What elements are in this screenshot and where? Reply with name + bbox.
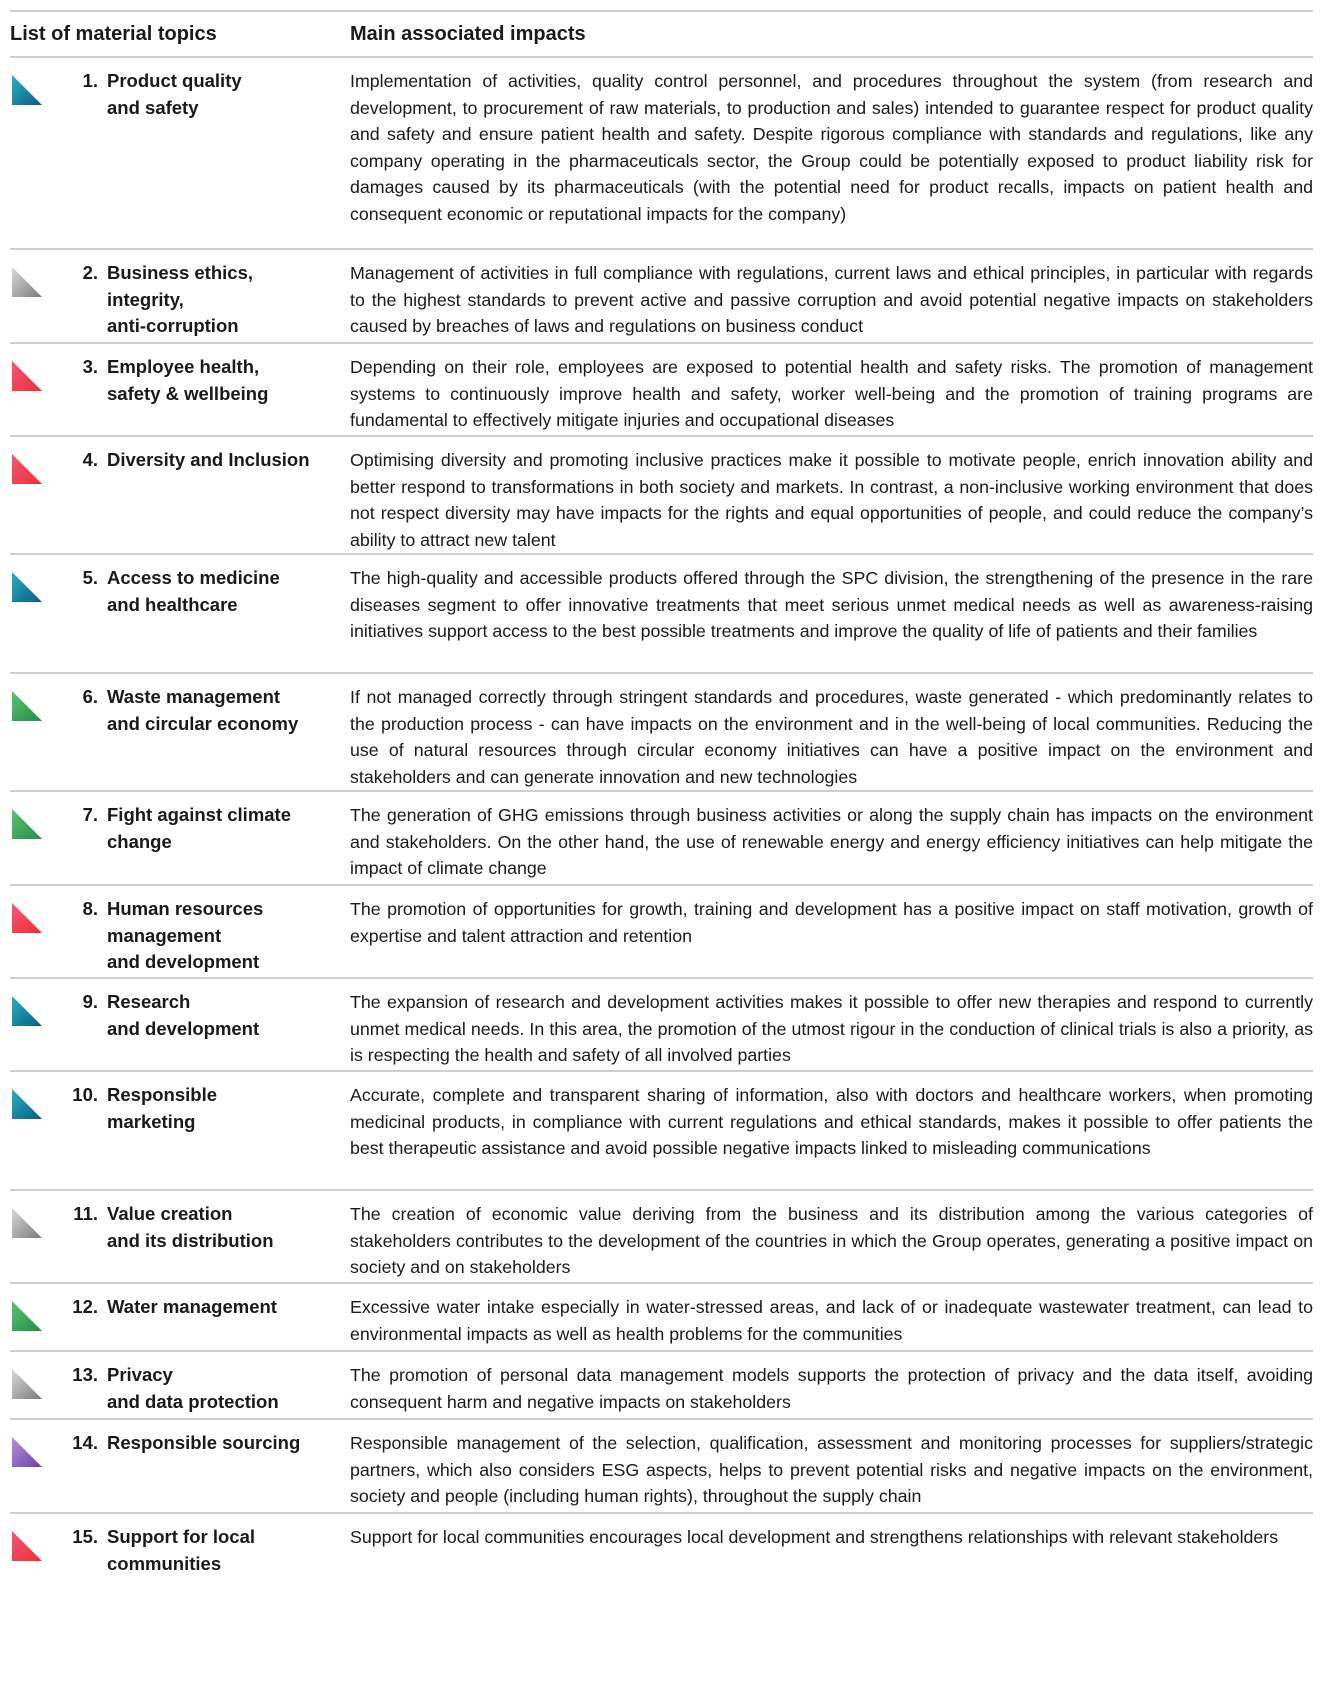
topic-triangle-icon [12, 996, 42, 1026]
impact-text: If not managed correctly through stringent standards and procedures, waste generated - which predominantly relates to the production process - can have impacts on the environment and in the well-being of local communities. Reducing the use of natural resources through circular economy initiatives can have a positive impact on the environment and stakeholders and can generate innovation and new technologies [350, 687, 1313, 787]
table-row [10, 1191, 1313, 1284]
topic-name: Privacy and data protection [107, 1364, 279, 1412]
topic-triangle-icon [12, 1437, 42, 1467]
topic-number: 10. [72, 1084, 98, 1105]
topic-number: 8. [82, 898, 98, 919]
topic-name: Fight against climate change [107, 804, 292, 852]
topic-triangle-icon [12, 691, 42, 721]
table-row [10, 1072, 1313, 1191]
topic-triangle-icon [12, 1301, 42, 1331]
topic-name: Water management [107, 1296, 277, 1317]
table-row [10, 1514, 1313, 1584]
table-row [10, 555, 1313, 674]
impact-text: The high-quality and accessible products offered through the SPC division, the strengthening of the presence in the rare diseases segment to offer innovative treatments that meet serious unmet medical needs as well as awareness-raising initiatives support access to the best possible treatments and improve the quality of life of patients and their families [350, 568, 1313, 641]
table-row [10, 250, 1313, 344]
topic-triangle-icon [12, 1208, 42, 1238]
table-row [10, 58, 1313, 250]
topic-triangle-icon [12, 454, 42, 484]
topic-name: Product quality and safety [107, 70, 242, 118]
topic-number: 5. [82, 567, 98, 588]
topic-triangle-icon [12, 1531, 42, 1561]
impact-text: Optimising diversity and promoting inclusive practices make it possible to motivate people, enrich innovation ability and better respond to transformations in both society and markets. In contrast, a non-inclusive working environment that does not respect diversity may have impacts for the rights and equal opportunities of people, and could reduce the company’s ability to attract new talent [350, 450, 1313, 550]
material-topics-table [10, 10, 1313, 1584]
impact-text: Depending on their role, employees are exposed to potential health and safety risks. The promotion of management systems to continuously improve health and safety, worker well-being and the promotion of training programs are fundamental to effectively mitigate injuries and occupational diseases [350, 357, 1313, 430]
table-row [10, 886, 1313, 979]
col1-header: List of material topics [10, 22, 217, 45]
topic-number: 7. [82, 804, 98, 825]
topic-name: Access to medicine and healthcare [107, 567, 280, 615]
topic-number: 14. [72, 1432, 98, 1453]
table-row [10, 792, 1313, 886]
topic-name: Value creation and its distribution [107, 1203, 274, 1251]
topic-triangle-icon [12, 75, 42, 105]
table-row [10, 344, 1313, 437]
topic-name: Human resources management and development [107, 898, 264, 972]
topic-triangle-icon [12, 809, 42, 839]
topic-triangle-icon [12, 903, 42, 933]
topic-name: Diversity and Inclusion [107, 449, 310, 470]
table-row [10, 979, 1313, 1072]
table-row [10, 674, 1313, 792]
topic-name: Waste management and circular economy [107, 686, 299, 734]
table-row [10, 1420, 1313, 1514]
topic-triangle-icon [12, 267, 42, 297]
impact-text: Implementation of activities, quality control personnel, and procedures throughout the system (from research and development, to procurement of raw materials, to production and sales) intended to guarantee respect for product quality and safety and ensure patient health and safety. Despite rigorous compliance with standards and regulations, like any company operating in the pharmaceuticals sector, the Group could be potentially exposed to product liability risk for damages caused by its pharmaceuticals (with the potential need for product recalls, impacts on patient health and consequent economic or reputational impacts for the company) [350, 71, 1313, 224]
impact-text: Management of activities in full compliance with regulations, current laws and ethical principles, in particular with regards to the highest standards to prevent active and passive corruption and avoid potential negative impacts on stakeholders caused by breaches of laws and regulations on business conduct [350, 263, 1313, 336]
table-row [10, 437, 1313, 555]
impact-text: Responsible management of the selection, qualification, assessment and monitoring processes for suppliers/strategic partners, which also considers ESG aspects, helps to prevent potential risks and negative impacts on the environment, society and people (including human rights), throughout the supply chain [350, 1433, 1313, 1506]
table-row [10, 1352, 1313, 1420]
topic-name: Support for local communities [107, 1526, 255, 1574]
impact-text: The expansion of research and development activities makes it possible to offer new therapies and respond to currently unmet medical needs. In this area, the promotion of the utmost rigour in the conduction of clinical trials is also a priority, as is respecting the health and safety of all involved parties [350, 992, 1313, 1065]
impact-text: The promotion of opportunities for growth, training and development has a positive impact on staff motivation, growth of expertise and talent attraction and retention [350, 899, 1313, 946]
topic-name: Responsible sourcing [107, 1432, 301, 1453]
table-header [10, 12, 1313, 58]
topic-name: Business ethics, integrity, anti-corruption [107, 262, 254, 336]
topic-number: 11. [73, 1203, 98, 1224]
topic-triangle-icon [12, 361, 42, 391]
impact-text: The promotion of personal data management models supports the protection of privacy and the data itself, avoiding consequent harm and negative impacts on stakeholders [350, 1365, 1313, 1412]
topic-number: 13. [72, 1364, 98, 1385]
topic-triangle-icon [12, 1089, 42, 1119]
topic-triangle-icon [12, 572, 42, 602]
topic-name: Responsible marketing [107, 1084, 217, 1132]
col2-header: Main associated impacts [350, 22, 586, 45]
topic-number: 6. [82, 686, 98, 707]
impact-text: Accurate, complete and transparent sharing of information, also with doctors and healthcare workers, when promoting medicinal products, in compliance with current regulations and ethical standards, makes it possible to offer patients the best therapeutic assistance and avoid possible negative impacts linked to misleading communications [350, 1085, 1313, 1158]
topic-number: 9. [82, 991, 98, 1012]
table-body [10, 58, 1313, 1584]
topic-name: Employee health, safety & wellbeing [107, 356, 269, 404]
table-row [10, 1284, 1313, 1352]
topic-triangle-icon [12, 1369, 42, 1399]
impact-text: Excessive water intake especially in water-stressed areas, and lack of or inadequate wastewater treatment, can lead to environmental impacts as well as health problems for the communities [350, 1297, 1313, 1344]
impact-text: The generation of GHG emissions through business activities or along the supply chain has impacts on the environment and stakeholders. On the other hand, the use of renewable energy and energy efficiency initiatives can help mitigate the impact of climate change [350, 805, 1313, 878]
topic-number: 15. [72, 1526, 98, 1547]
topic-name: Research and development [107, 991, 260, 1039]
topic-number: 1. [82, 70, 98, 91]
topic-number: 4. [82, 449, 98, 470]
topic-number: 3. [82, 356, 98, 377]
impact-text: The creation of economic value deriving from the business and its distribution among the various categories of stakeholders contributes to the development of the countries in which the Group operates, generating a positive impact on society and on stakeholders [350, 1204, 1313, 1277]
topic-number: 12. [72, 1296, 98, 1317]
topic-number: 2. [82, 262, 98, 283]
impact-text: Support for local communities encourages local development and strengthens relationships with relevant stakeholders [350, 1527, 1279, 1547]
